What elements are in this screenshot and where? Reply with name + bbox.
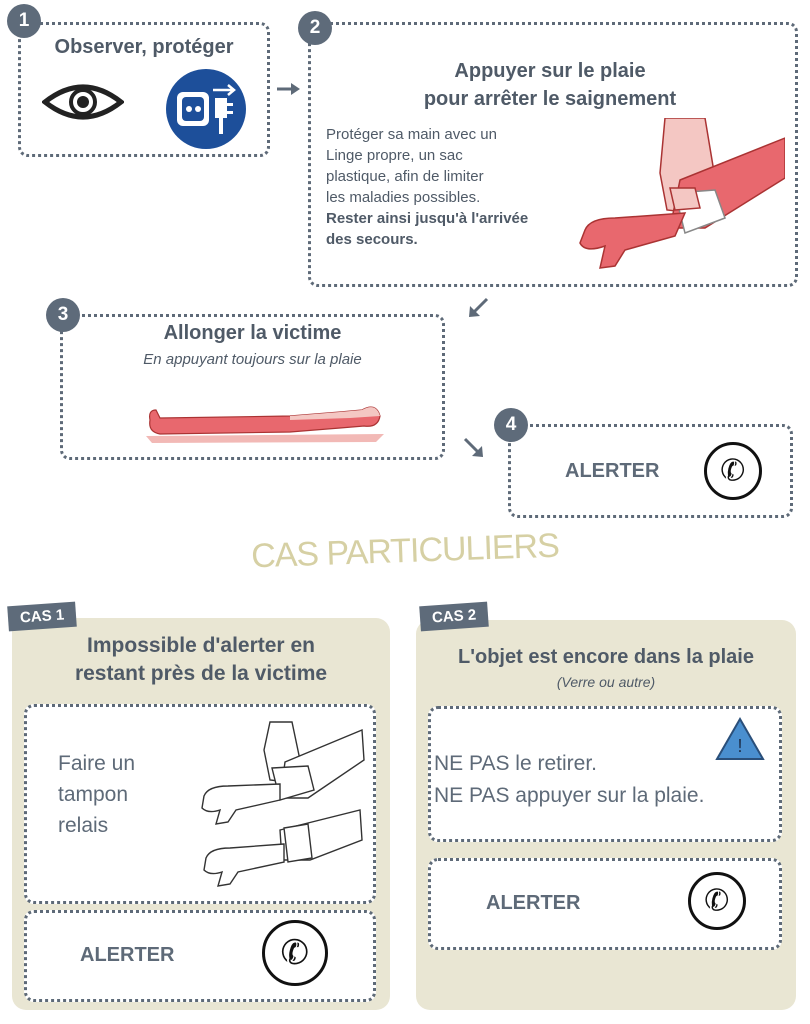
step-2-title-line2: pour arrêter le saignement — [423, 88, 677, 110]
cas-1-title-line2: restant près de la victime — [74, 662, 328, 685]
cas-2-tag: CAS 2 — [419, 602, 489, 632]
step-2-bold-line: des secours. — [326, 231, 418, 248]
cas-2-line: NE PAS le retirer. — [434, 752, 597, 775]
step-2-title-line1: Appuyer sur le plaie — [454, 60, 646, 82]
step-4-alert-label: ALERTER — [565, 460, 660, 482]
lying-victim-illustration — [140, 398, 390, 444]
section-title: CAS PARTICULIERS — [250, 526, 560, 576]
cas-1-text — [58, 748, 135, 841]
cas-2-alert-label: ALERTER — [486, 892, 581, 914]
cas-1-title-line1: Impossible d'alerter en — [87, 634, 315, 657]
step-2-body-line: Linge propre, un sac — [326, 147, 463, 164]
unplug-icon — [165, 68, 247, 150]
step-2-body-line: les maladies possibles. — [326, 189, 481, 206]
arrow-down-right-icon — [462, 436, 486, 460]
step-2-bold-line: Rester ainsi jusqu'à l'arrivée — [326, 210, 529, 227]
phone-icon: ✆ — [688, 872, 746, 930]
cas-1-text-line: Faire un — [58, 752, 136, 775]
cas-1-alert-label: ALERTER — [80, 944, 175, 966]
cas-1-text-line: tampon — [58, 783, 129, 806]
step-3-title: Allonger la victime — [163, 322, 342, 344]
phone-icon: ✆ — [262, 920, 328, 986]
cas-2-subtitle: (Verre ou autre) — [556, 674, 656, 690]
pressing-wound-illustration — [575, 118, 785, 273]
warning-mark: ! — [737, 736, 743, 756]
step-2-body-line: Protéger sa main avec un — [326, 126, 497, 143]
step-1-title: Observer, protéger — [54, 36, 234, 58]
step-4-badge: 4 — [494, 408, 528, 442]
pressure-pad-illustration — [200, 720, 365, 890]
arrow-down-left-icon — [466, 296, 490, 320]
cas-2-title: L'objet est encore dans la plaie — [458, 646, 754, 668]
arrow-right-icon — [276, 82, 302, 96]
step-3-badge: 3 — [46, 298, 80, 332]
step-2-body-line: plastique, afin de limiter — [326, 168, 484, 185]
step-3-subtitle: En appuyant toujours sur la plaie — [143, 351, 362, 368]
step-1-badge: 1 — [7, 4, 41, 38]
cas-1-text-line: relais — [58, 814, 109, 837]
cas-2-lines — [434, 748, 704, 812]
cas-2-line: NE PAS appuyer sur la plaie. — [434, 784, 705, 807]
phone-icon: ✆ — [704, 442, 762, 500]
eye-icon — [42, 80, 124, 124]
step-2-badge: 2 — [298, 11, 332, 45]
step-2-body — [326, 124, 576, 250]
cas-1-tag: CAS 1 — [7, 602, 77, 632]
